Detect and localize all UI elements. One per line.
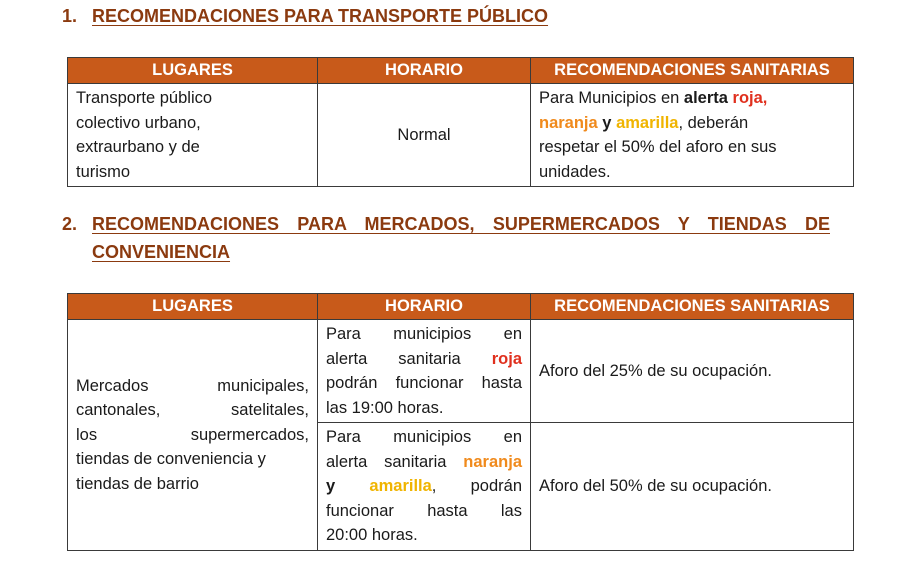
header-horario: HORARIO [318,294,531,320]
table-header-row [68,58,854,84]
text-line: cantonales, satelitales, [76,401,309,419]
conj-y: y [602,113,612,132]
text-line [539,86,845,111]
table-row [68,320,854,423]
cell-recomendacion-25: Aforo del 25% de su ocupación. [531,320,854,423]
cell-recomendacion-50: Aforo del 50% de su ocupación. [531,423,854,551]
cell-horario: Normal [318,84,531,187]
text-line: las 19:00 horas. [326,398,444,417]
cell-lugares [68,84,318,187]
text-line: Mercados municipales, [76,376,309,395]
table-header-row [68,294,854,320]
text-line: Transporte público [76,89,213,107]
rec-suffix: , deberán [678,113,749,132]
section-2-title-line-1: RECOMENDACIONES PARA MERCADOS, SUPERMERCADOS Y TIENDAS DE [92,214,830,234]
markets-table [67,293,854,551]
text-line [326,450,522,475]
alert-roja: roja, [732,89,768,107]
text-line: colectivo urbano, [76,113,201,132]
section-1-title: RECOMENDACIONES PARA TRANSPORTE PÚBLICO [92,6,549,26]
text-line [326,474,522,499]
alerta-word: alerta [683,89,728,107]
header-lugares: LUGARES [68,294,318,320]
alert-naranja: naranja [463,452,522,471]
cell-horario-roja [318,320,531,423]
text-line [539,111,845,136]
header-horario: HORARIO [318,58,531,84]
conj-y: y [326,477,336,495]
transport-table [67,57,854,187]
header-recomendaciones: RECOMENDACIONES SANITARIAS [531,58,854,84]
text-line: 20:00 horas. [326,526,418,544]
text-line: tiendas de conveniencia y [76,450,266,468]
text-fragment: alerta sanitaria [326,452,447,471]
text-line: Para municipios en [326,325,522,343]
alert-naranja: naranja [539,113,598,132]
text-line: funcionar hasta las [326,501,522,520]
text-line: tiendas de barrio [76,474,199,493]
cell-recomendacion [531,84,854,187]
section-2-number: 2. [62,214,78,234]
section-2-title [92,210,830,266]
alert-amarilla: amarilla [616,113,679,132]
text-line: respetar el 50% del aforo en sus [539,138,777,156]
header-recomendaciones: RECOMENDACIONES SANITARIAS [531,294,854,320]
text-line: Para municipios en [326,428,522,446]
text-line: podrán funcionar hasta [326,374,522,392]
alert-amarilla: amarilla [369,477,432,495]
cell-lugares [68,320,318,551]
text-line [326,347,522,372]
section-1-number: 1. [62,6,78,26]
section-1-heading [62,2,842,30]
text-line: turismo [76,162,131,181]
section-2-title-line-2: CONVENIENCIA [92,242,231,262]
text-fragment: , podrán [431,477,522,495]
alert-roja: roja [491,349,522,368]
table-row [68,84,854,187]
cell-horario-naranja-amarilla [318,423,531,551]
text-line: los supermercados, [76,425,309,444]
header-lugares: LUGARES [68,58,318,84]
section-2-heading [62,210,842,266]
text-line: extraurbano y de [76,138,200,156]
rec-prefix: Para Municipios en [539,89,684,107]
text-line: unidades. [539,162,611,181]
text-fragment: alerta sanitaria [326,349,461,368]
